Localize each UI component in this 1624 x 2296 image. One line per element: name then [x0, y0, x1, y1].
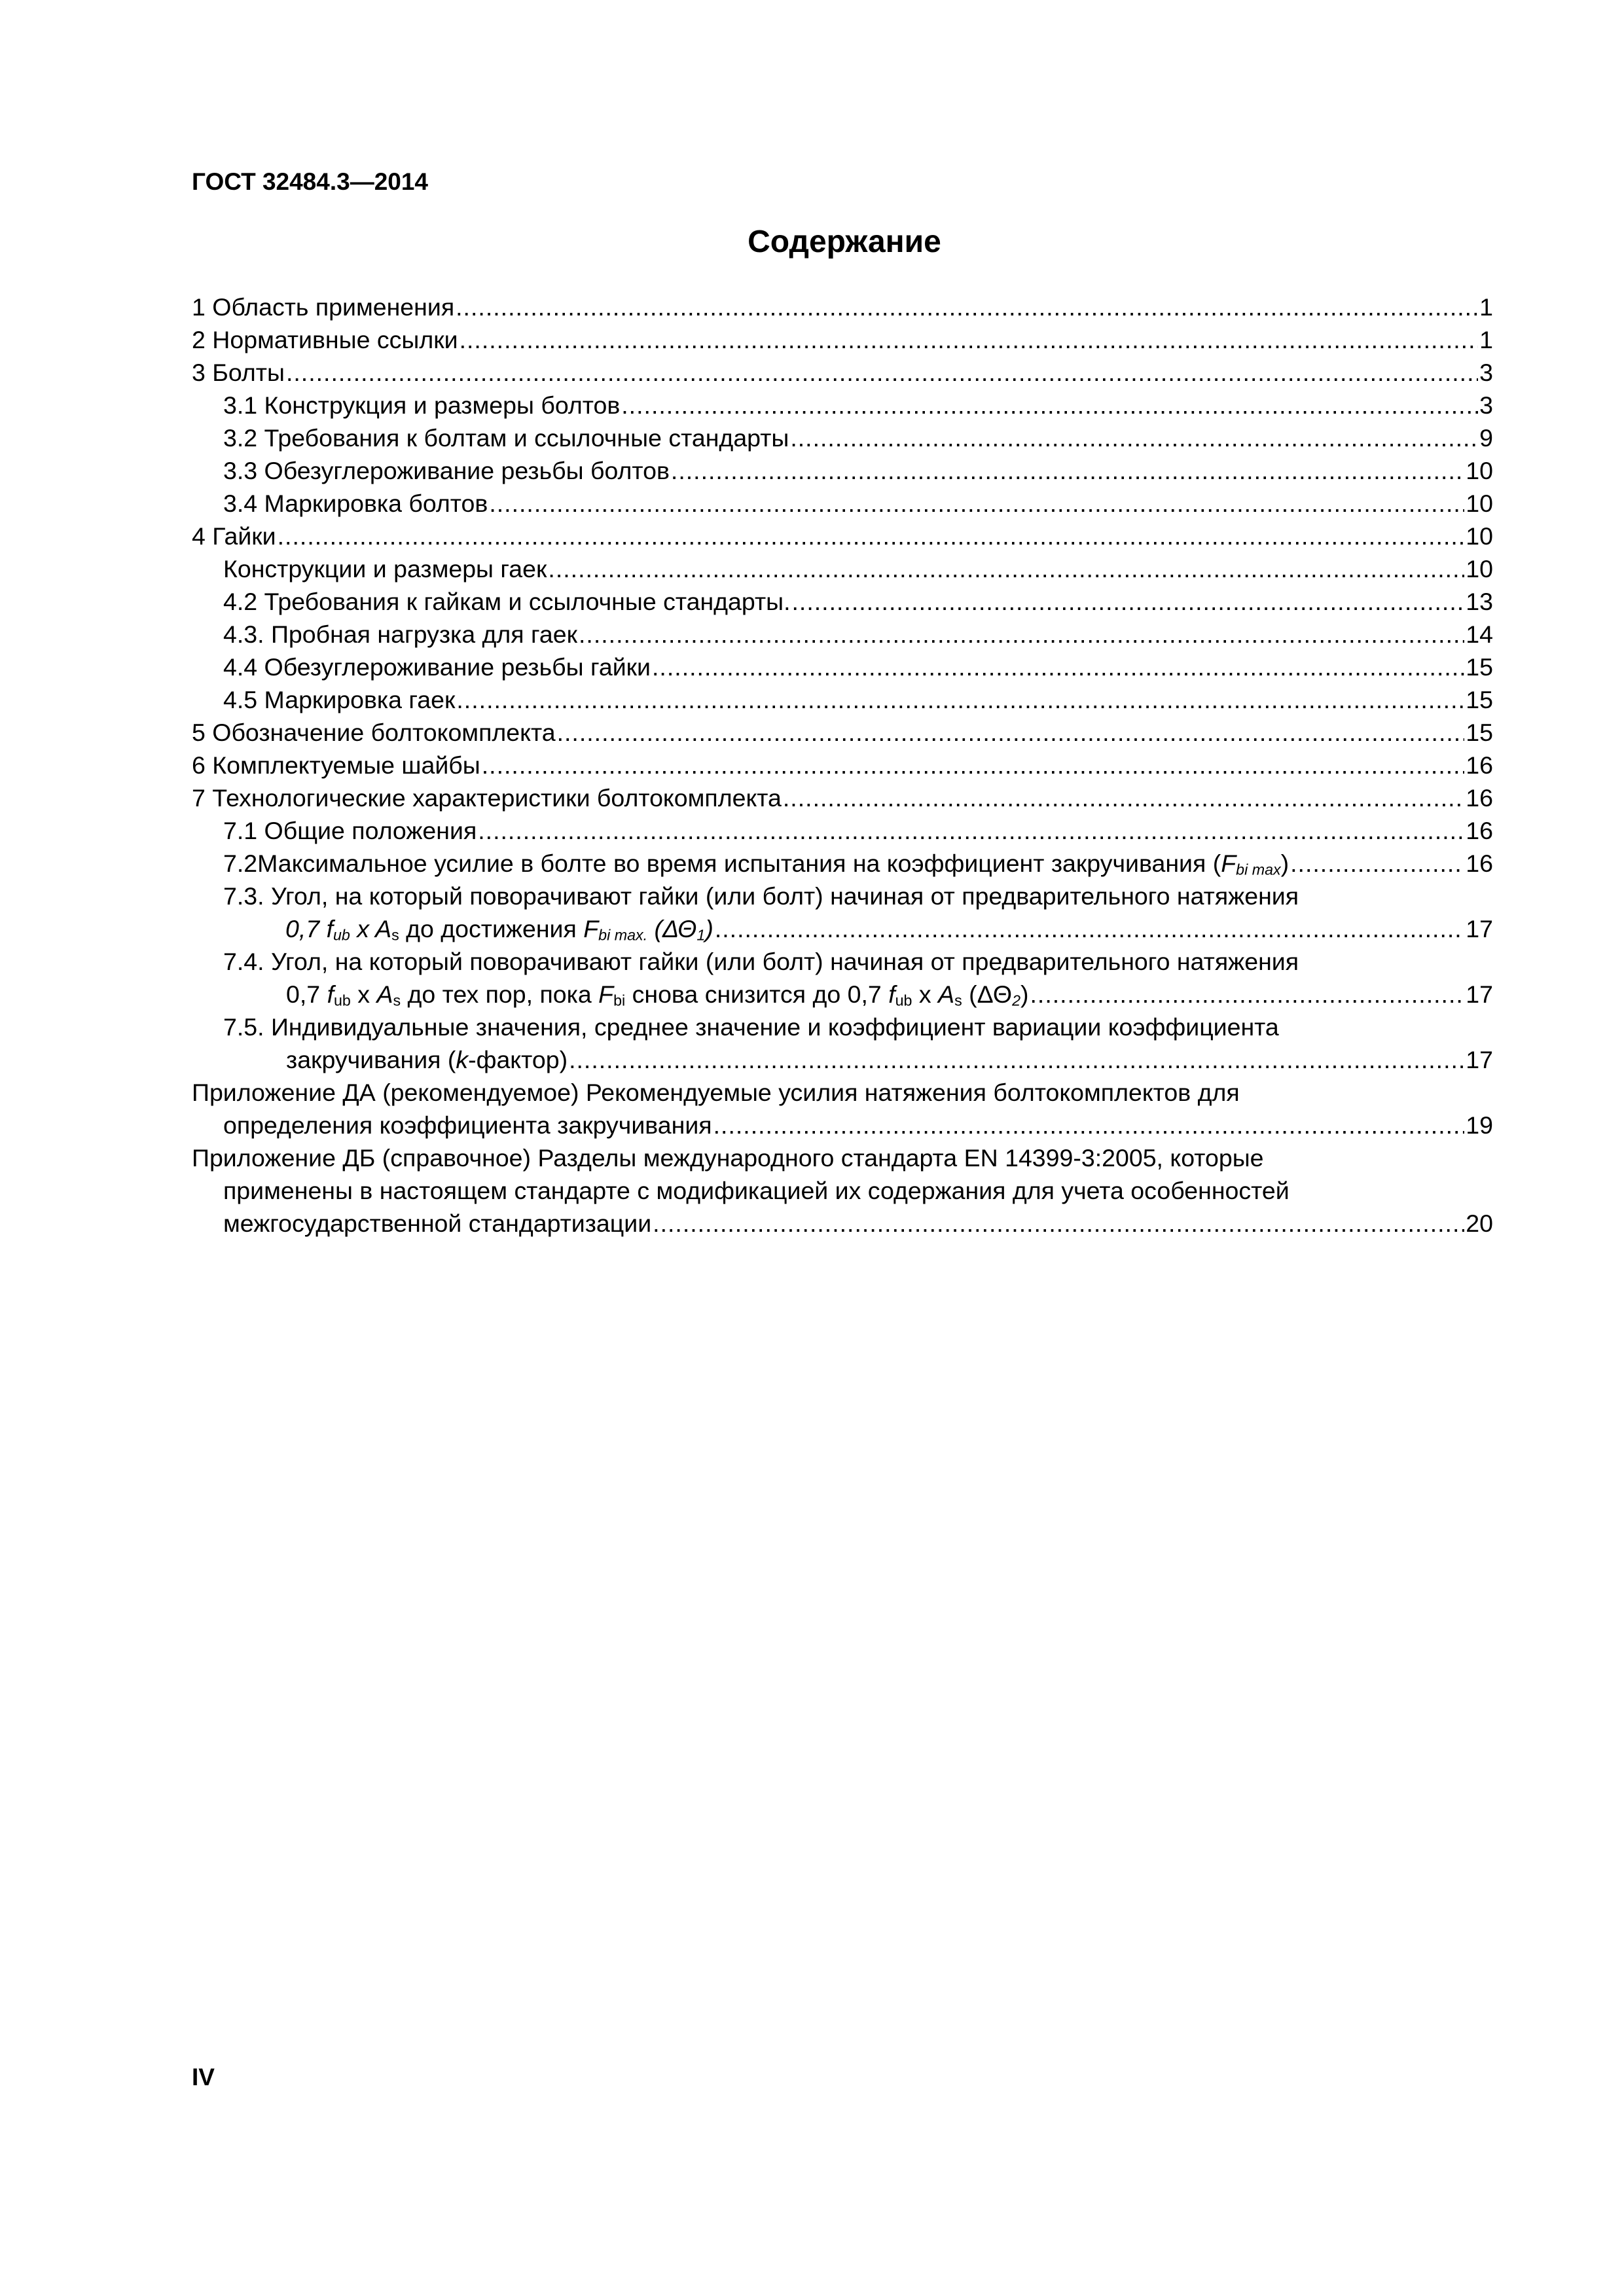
- toc-entry-text: 1 Область применения: [192, 293, 455, 321]
- formula-subscript: 2: [1012, 992, 1020, 1009]
- toc-entry-text: [223, 847, 1290, 880]
- formula-subscript: ub: [333, 926, 350, 944]
- toc-entry-appendix-da-line2[interactable]: [192, 1109, 1493, 1141]
- toc-leader-dots: [713, 1109, 1465, 1141]
- toc-page-number: 15: [1466, 653, 1493, 681]
- toc-leader-dots: [1290, 847, 1464, 880]
- toc-entry-text: 7.1 Общие положения: [223, 817, 477, 844]
- toc-entry-text: 2 Нормативные ссылки: [192, 326, 458, 353]
- toc-text-part: -фактор): [468, 1046, 568, 1073]
- toc-page-number: 10: [1466, 457, 1493, 484]
- toc-entry-4[interactable]: [192, 520, 1493, 552]
- toc-entry-7-5-line2[interactable]: [192, 1043, 1493, 1076]
- toc-page-number: 10: [1466, 555, 1493, 583]
- toc-leader-dots: [715, 912, 1464, 945]
- formula-part: x: [350, 915, 376, 942]
- toc-entry-appendix-db-line3[interactable]: [192, 1207, 1493, 1240]
- toc-entry-text: 4.2 Требования к гайкам и ссылочные стандарты.: [223, 588, 791, 615]
- toc-leader-dots: [652, 651, 1464, 683]
- formula-part: x: [350, 980, 377, 1008]
- formula-subscript: 1: [696, 926, 706, 944]
- formula-subscript: s: [393, 992, 401, 1009]
- table-of-contents: [192, 291, 1493, 1240]
- toc-page-number: 10: [1466, 522, 1493, 550]
- formula-subscript: bi max: [1236, 861, 1281, 878]
- toc-page-number: 17: [1466, 1046, 1493, 1073]
- toc-entry-7-3-line2[interactable]: [192, 912, 1493, 945]
- formula-subscript: s: [391, 926, 399, 944]
- toc-entry-text: 5 Обозначение болтокомплекта: [192, 719, 556, 746]
- toc-entry-text: применены в настоящем стандарте с модификацией их содержания для учета особенностей: [223, 1177, 1290, 1204]
- document-number: ГОСТ 32484.3—2014: [192, 168, 429, 195]
- formula-subscript: bi: [613, 992, 626, 1009]
- toc-entry-7-3-line1[interactable]: [192, 880, 1493, 912]
- toc-page-number: 16: [1466, 784, 1493, 812]
- formula-subscript: ub: [333, 992, 351, 1009]
- toc-entry-7-1[interactable]: [192, 814, 1493, 847]
- toc-entry-text: Конструкции и размеры гаек: [223, 555, 547, 583]
- formula-part: 0,7: [286, 980, 327, 1008]
- toc-entry-text: 7.3. Угол, на который поворачивают гайки (или болт) начиная от предварительного натяжения: [223, 882, 1299, 910]
- toc-leader-dots: [478, 814, 1464, 847]
- formula-subscript: bi max.: [598, 926, 648, 944]
- toc-entry-text: межгосударственной стандартизации: [223, 1210, 652, 1237]
- toc-entry-7-4-line1[interactable]: [192, 945, 1493, 978]
- toc-entry-text: 3.1 Конструкция и размеры болтов: [223, 391, 621, 419]
- toc-entry-3[interactable]: [192, 356, 1493, 389]
- toc-entry-text: определения коэффициента закручивания: [223, 1111, 712, 1139]
- toc-leader-dots: [671, 454, 1464, 487]
- toc-entry-4-5[interactable]: [192, 683, 1493, 716]
- formula-symbol: F: [1221, 850, 1236, 877]
- formula-part: (ΔΘ: [647, 915, 697, 942]
- toc-leader-dots: [456, 683, 1464, 716]
- toc-leader-dots: [653, 1207, 1464, 1240]
- toc-entry-3-1[interactable]: [192, 389, 1493, 422]
- toc-entry-text: [285, 912, 715, 945]
- toc-leader-dots: [460, 323, 1479, 356]
- toc-entry-text: 4.3. Пробная нагрузка для гаек: [223, 620, 577, 648]
- toc-entry-5[interactable]: [192, 716, 1493, 749]
- formula-part: ): [1020, 980, 1029, 1008]
- toc-page-number: 14: [1466, 620, 1493, 648]
- toc-page-number: 16: [1466, 751, 1493, 779]
- toc-leader-dots: [621, 389, 1478, 422]
- toc-text-part: снова снизится до 0,7: [625, 980, 889, 1008]
- toc-entry-7[interactable]: [192, 781, 1493, 814]
- toc-page-number: 3: [1479, 391, 1493, 419]
- toc-page-number: 16: [1466, 850, 1493, 877]
- toc-leader-dots: [783, 781, 1464, 814]
- toc-leader-dots: [456, 291, 1478, 323]
- page-title: Содержание: [748, 224, 941, 259]
- toc-entry-4-1[interactable]: [192, 552, 1493, 585]
- toc-entry-text: 4.4 Обезуглероживание резьбы гайки: [223, 653, 651, 681]
- toc-text-part: до тех пор, пока: [401, 980, 599, 1008]
- toc-entry-4-3[interactable]: [192, 618, 1493, 651]
- toc-leader-dots: [579, 618, 1464, 651]
- toc-page-number: 13: [1466, 588, 1493, 615]
- toc-entry-text: [286, 978, 1030, 1011]
- toc-leader-dots: [278, 520, 1465, 552]
- toc-page-number: 10: [1466, 490, 1493, 517]
- toc-entry-text: 3.3 Обезуглероживание резьбы болтов: [223, 457, 670, 484]
- toc-entry-text: 6 Комплектуемые шайбы: [192, 751, 480, 779]
- toc-entry-text: 7 Технологические характеристики болтокомплекта: [192, 784, 782, 812]
- toc-entry-text: Приложение ДБ (справочное) Разделы международного стандарта EN 14399-3:2005, которые: [192, 1144, 1264, 1172]
- formula-part: (ΔΘ: [962, 980, 1013, 1008]
- toc-entry-4-4[interactable]: [192, 651, 1493, 683]
- page-number: IV: [192, 2064, 215, 2090]
- formula-symbol: f: [327, 980, 334, 1008]
- toc-entry-6[interactable]: [192, 749, 1493, 781]
- formula-symbol: F: [598, 980, 614, 1008]
- toc-text-part: 7.2Максимальное усилие в болте во время испытания на коэффициент закручивания (: [223, 850, 1221, 877]
- formula-symbol: A: [938, 980, 955, 1008]
- toc-entry-3-4[interactable]: [192, 487, 1493, 520]
- toc-page-number: 20: [1466, 1210, 1493, 1237]
- formula-symbol: A: [375, 915, 392, 942]
- toc-entry-3-2[interactable]: [192, 422, 1493, 454]
- formula-symbol: k: [456, 1046, 469, 1073]
- formula-symbol: A: [376, 980, 393, 1008]
- formula-subscript: s: [954, 992, 962, 1009]
- toc-entry-3-3[interactable]: [192, 454, 1493, 487]
- toc-page-number: 17: [1466, 915, 1493, 942]
- toc-entry-7-5-line1[interactable]: [192, 1011, 1493, 1043]
- toc-leader-dots: [482, 749, 1465, 781]
- toc-leader-dots: [548, 552, 1464, 585]
- toc-leader-dots: [1030, 978, 1465, 1011]
- toc-page-number: 16: [1466, 817, 1493, 844]
- toc-leader-dots: [286, 356, 1478, 389]
- toc-entry-text: 3 Болты: [192, 359, 285, 386]
- formula-subscript: ub: [895, 992, 912, 1009]
- formula-part: ): [705, 915, 713, 942]
- toc-entry-text: 4.5 Маркировка гаек: [223, 686, 456, 713]
- toc-entry-text: Приложение ДА (рекомендуемое) Рекомендуемые усилия натяжения болтокомплектов для: [192, 1079, 1240, 1106]
- toc-page-number: 15: [1466, 686, 1493, 713]
- formula-part: x: [912, 980, 939, 1008]
- toc-leader-dots: [569, 1043, 1464, 1076]
- formula-symbol: f: [888, 980, 895, 1008]
- toc-entry-7-2[interactable]: [192, 847, 1493, 880]
- toc-text-part: закручивания (: [286, 1046, 456, 1073]
- toc-entry-7-4-line2[interactable]: [192, 978, 1493, 1011]
- toc-page-number: 17: [1466, 980, 1493, 1008]
- toc-page-number: 19: [1466, 1111, 1493, 1139]
- toc-entry-appendix-db-line1[interactable]: [192, 1141, 1493, 1174]
- toc-leader-dots: [489, 487, 1464, 520]
- toc-entry-appendix-da-line1[interactable]: [192, 1076, 1493, 1109]
- toc-entry-text: 4 Гайки: [192, 522, 276, 550]
- toc-page-number: 9: [1479, 424, 1493, 452]
- toc-entry-text: 7.5. Индивидуальные значения, среднее значение и коэффициент вариации коэффициента: [223, 1013, 1279, 1041]
- toc-entry-text: 7.4. Угол, на который поворачивают гайки (или болт) начиная от предварительного натяжения: [223, 948, 1299, 975]
- formula-symbol: F: [583, 915, 599, 942]
- toc-leader-dots: [790, 422, 1478, 454]
- toc-entry-text: 3.4 Маркировка болтов: [223, 490, 488, 517]
- toc-entry-text: [286, 1043, 569, 1076]
- toc-text-part: до достижения: [399, 915, 584, 942]
- toc-leader-dots: [557, 716, 1465, 749]
- toc-entry-4-2[interactable]: [192, 585, 1493, 618]
- toc-leader-dots: [792, 585, 1465, 618]
- toc-text-part: ): [1280, 850, 1290, 877]
- toc-page-number: 1: [1479, 326, 1493, 353]
- toc-entry-2[interactable]: [192, 323, 1493, 356]
- formula-part: 0,7: [285, 915, 327, 942]
- toc-entry-text: 3.2 Требования к болтам и ссылочные стандарты: [223, 424, 789, 452]
- toc-entry-appendix-db-line2[interactable]: [192, 1174, 1493, 1207]
- toc-page-number: 1: [1479, 293, 1493, 321]
- toc-page-number: 3: [1479, 359, 1493, 386]
- toc-page-number: 15: [1466, 719, 1493, 746]
- formula-symbol: f: [326, 915, 333, 942]
- toc-entry-1[interactable]: [192, 291, 1493, 323]
